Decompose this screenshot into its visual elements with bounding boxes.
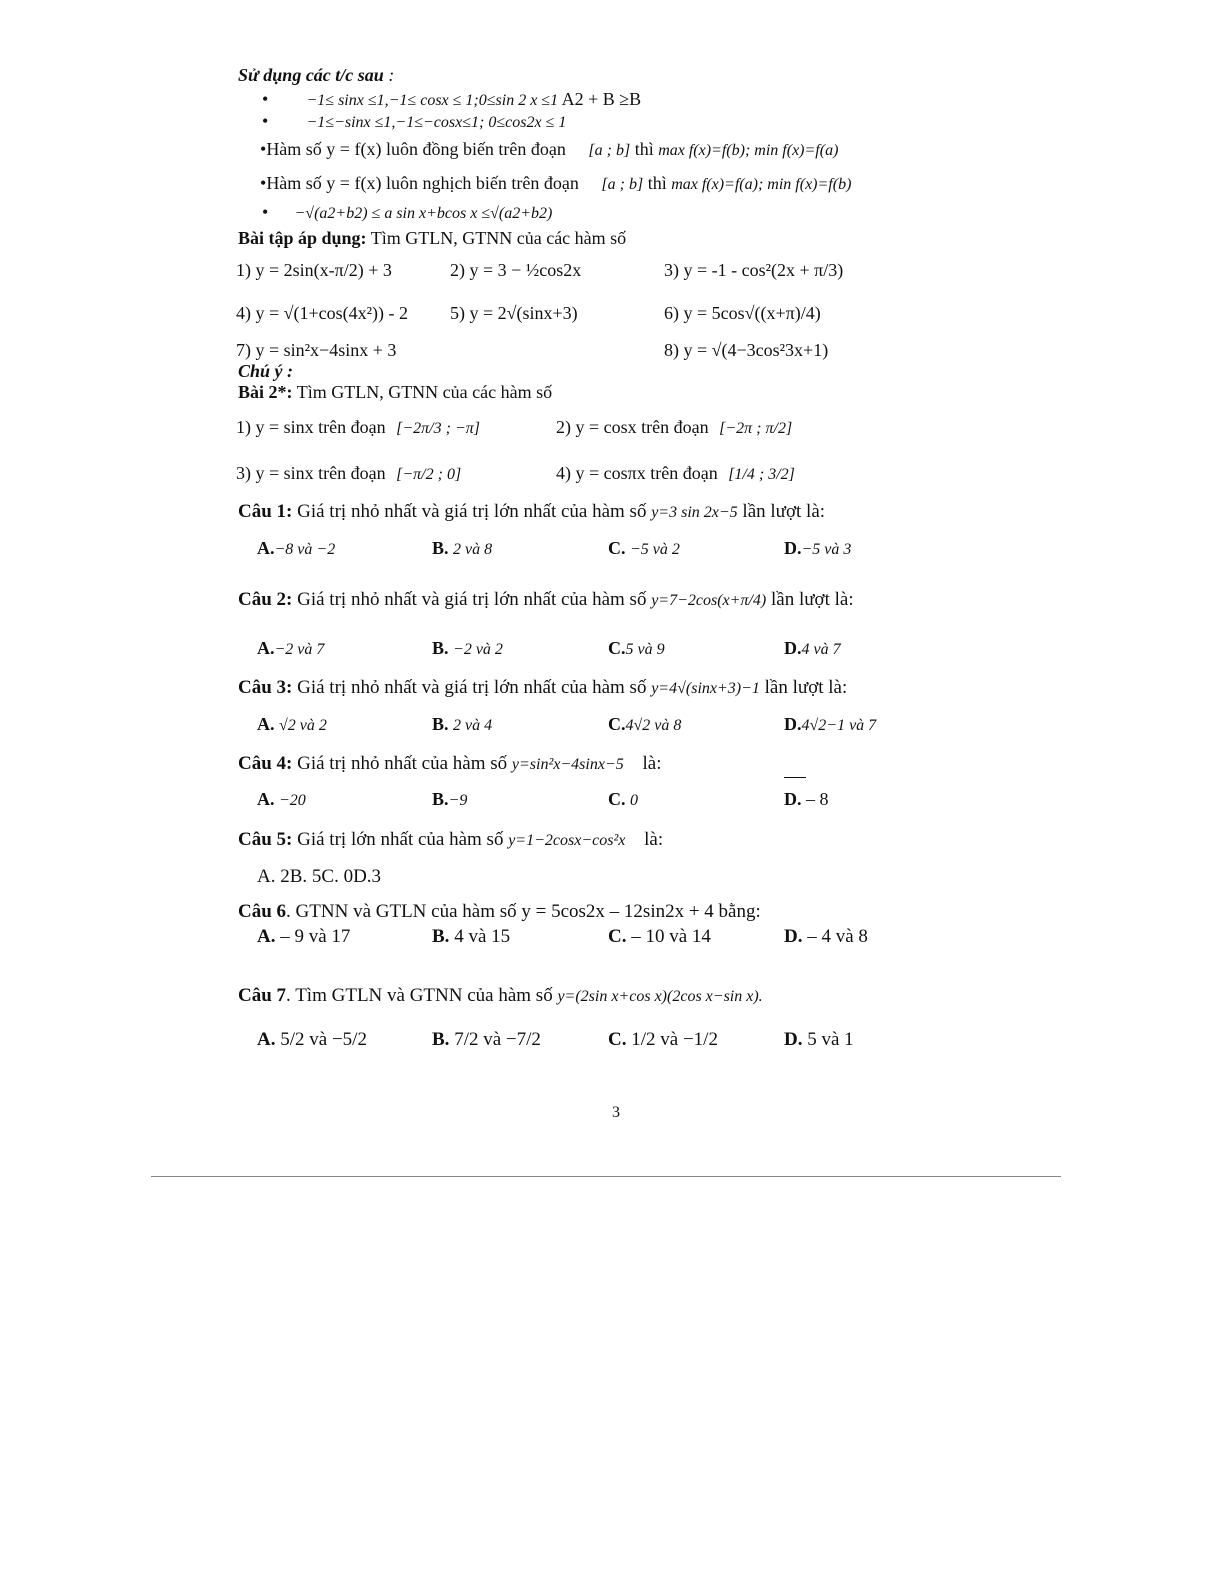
question-5-tail: là:	[644, 829, 664, 850]
question-6-text: . GTNN và GTLN của hàm số y = 5cos2x – 12sin2x + 4 bằng:	[286, 901, 761, 922]
bai2-problem-3-text: 3) y = sinx trên đoạn	[236, 463, 386, 483]
apply-problem-8: 8) y = √(4−3cos²3x+1)	[664, 340, 829, 360]
question-3-option-c[interactable]	[608, 713, 681, 737]
bai2-problem-1-interval: [−2π/3 ; −π]	[396, 420, 480, 437]
question-5-answers[interactable]: A. 2B. 5C. 0D.3	[257, 866, 382, 887]
question-1-text: Giá trị nhỏ nhất và giá trị lớn nhất của hàm số	[297, 501, 647, 522]
question-1-formula: y=3 sin 2x−5	[651, 504, 738, 521]
question-4-option-b[interactable]	[432, 788, 467, 812]
option-letter: A.	[257, 926, 276, 947]
question-6-option-a[interactable]	[257, 926, 350, 948]
option-letter: C.	[608, 714, 626, 734]
question-3-text: Giá trị nhỏ nhất và giá trị lớn nhất của hàm số	[297, 677, 647, 698]
option-value: 4 và 15	[454, 926, 511, 947]
option-value: 4√2−1 và 7	[801, 717, 877, 734]
bullet-1-extra: A2 + B ≥B	[561, 89, 642, 109]
question-5-text: Giá trị lớn nhất của hàm số	[297, 829, 504, 850]
option-letter: D.	[784, 538, 802, 558]
option-letter: A.	[257, 714, 275, 734]
question-2-option-b[interactable]	[432, 637, 503, 661]
option-letter: A.	[257, 638, 275, 658]
apply-problem-2: 2) y = 3 − ½cos2x	[450, 260, 582, 280]
question-6-option-b[interactable]	[432, 926, 510, 948]
bai2-problem-4-text: 4) y = cosπx trên đoạn	[556, 463, 718, 483]
question-7	[238, 985, 763, 1008]
bullet-icon: •	[260, 139, 267, 159]
question-5-formula: y=1−2cosx−cos²x	[508, 832, 626, 849]
question-2	[238, 589, 854, 612]
option-value: 4 và 7	[801, 641, 841, 658]
question-7-option-b[interactable]	[432, 1029, 541, 1051]
bullet-5-math: −√(a2+b2) ≤ a sin x+bcos x ≤√(a2+b2)	[294, 205, 553, 222]
question-4-option-c[interactable]	[608, 788, 638, 812]
option-value: 4√2 và 8	[625, 717, 682, 734]
question-4	[238, 753, 661, 776]
bullet-4-math: max f(x)=f(a); min f(x)=f(b)	[671, 176, 852, 193]
question-4-formula: y=sin²x−4sinx−5	[511, 756, 624, 773]
intro-bullet-4	[260, 172, 851, 196]
option-letter: C.	[608, 1029, 627, 1050]
option-value: 2 và 8	[453, 541, 493, 558]
question-1-option-d[interactable]	[784, 537, 851, 561]
option-value: −5 và 3	[801, 541, 852, 558]
question-2-option-d[interactable]	[784, 637, 841, 661]
question-4-text: Giá trị nhỏ nhất của hàm số	[297, 753, 508, 774]
apply-problem-4: 4) y = √(1+cos(4x²)) - 2	[236, 303, 409, 323]
apply-problem-6: 6) y = 5cos√((x+π)/4)	[664, 303, 821, 323]
option-letter: A.	[257, 1029, 276, 1050]
question-2-option-c[interactable]	[608, 637, 665, 661]
option-value: 5 và 1	[807, 1029, 854, 1050]
option-value: – 4 và 8	[807, 926, 868, 947]
option-letter: C.	[608, 538, 626, 558]
question-6-label: Câu 6	[238, 901, 287, 922]
question-5-label: Câu 5:	[238, 829, 293, 850]
question-3-tail: lần lượt là:	[764, 677, 848, 698]
bai2-problem-3-interval: [−π/2 ; 0]	[396, 466, 462, 483]
question-4-tail: là:	[642, 753, 662, 774]
question-2-formula: y=7−2cos(x+π/4)	[651, 592, 767, 609]
bai2-problem-3	[236, 462, 461, 486]
option-value: – 10 và 14	[631, 926, 711, 947]
question-1-option-a[interactable]	[257, 537, 335, 561]
bai2-problem-2-interval: [−2π ; π/2]	[719, 420, 793, 437]
option-value: −20	[279, 792, 306, 809]
option-letter: B.	[432, 638, 449, 658]
answer-overbar	[784, 777, 806, 778]
apply-heading-label: Bài tập áp dụng:	[238, 228, 367, 248]
intro-bullet-2	[262, 110, 566, 134]
question-1-option-b[interactable]	[432, 537, 492, 561]
intro-heading	[238, 64, 394, 86]
option-value: 7/2 và −7/2	[454, 1029, 541, 1050]
question-7-label: Câu 7	[238, 985, 287, 1006]
question-4-label: Câu 4:	[238, 753, 293, 774]
question-5	[238, 829, 663, 852]
question-2-tail: lần lượt là:	[771, 589, 854, 610]
bai2-problem-4-interval: [1/4 ; 3/2]	[728, 466, 795, 483]
bullet-icon: •	[262, 202, 269, 222]
question-2-text: Giá trị nhỏ nhất và giá trị lớn nhất của hàm số	[297, 589, 647, 610]
note-label-text: Chú ý :	[238, 361, 294, 381]
bullet-4-interval: [a ; b]	[601, 176, 644, 193]
option-value: −9	[448, 792, 468, 809]
option-value: – 8	[806, 789, 829, 809]
intro-colon: :	[388, 65, 395, 85]
apply-problem-5: 5) y = 2√(sinx+3)	[450, 303, 578, 323]
option-letter: D.	[784, 1029, 803, 1050]
apply-problem-1: 1) y = 2sin(x-π/2) + 3	[236, 260, 392, 280]
question-2-option-a[interactable]	[257, 637, 324, 661]
intro-bullet-3	[260, 138, 838, 162]
question-3-option-b[interactable]	[432, 713, 492, 737]
question-6	[238, 901, 761, 923]
question-7-formula: y=(2sin x+cos x)(2cos x−sin x).	[557, 988, 763, 1005]
question-6-option-c[interactable]	[608, 926, 711, 948]
option-letter: C.	[608, 926, 627, 947]
bai2-problem-1-text: 1) y = sinx trên đoạn	[236, 417, 386, 437]
question-7-text: . Tìm GTLN và GTNN của hàm số	[286, 985, 553, 1006]
apply-problem-3: 3) y = -1 - cos²(2x + π/3)	[664, 260, 844, 280]
question-7-option-d[interactable]	[784, 1029, 854, 1051]
option-value: −8 và −2	[274, 541, 336, 558]
option-value: −2 và 2	[453, 641, 503, 658]
option-letter: C.	[608, 638, 626, 658]
bai2-heading-text: Tìm GTLN, GTNN của các hàm số	[296, 382, 553, 402]
question-7-option-c[interactable]	[608, 1029, 718, 1051]
bai2-problem-2-text: 2) y = cosx trên đoạn	[556, 417, 709, 437]
bai2-problem-1	[236, 416, 480, 440]
bullet-4-text: Hàm số y = f(x) luôn nghịch biến trên đoạn	[266, 173, 579, 193]
question-3-option-a[interactable]	[257, 713, 327, 737]
option-letter: B.	[432, 789, 449, 809]
option-letter: A.	[257, 538, 275, 558]
question-3-formula: y=4√(sinx+3)−1	[651, 680, 760, 697]
question-2-label: Câu 2:	[238, 589, 293, 610]
bai2-problem-2	[556, 416, 792, 440]
option-value: −5 và 2	[630, 541, 680, 558]
bullet-icon: •	[260, 173, 267, 193]
bullet-3-math: max f(x)=f(b); min f(x)=f(a)	[658, 142, 839, 159]
bullet-3-then: thì	[634, 139, 654, 159]
question-1-label: Câu 1:	[238, 501, 293, 522]
option-letter: C.	[608, 789, 626, 809]
bullet-4-then: thì	[647, 173, 667, 193]
question-1-option-c[interactable]	[608, 537, 680, 561]
option-letter: D.	[784, 714, 802, 734]
question-3	[238, 677, 847, 700]
option-letter: D.	[784, 789, 802, 809]
bai2-problem-4	[556, 462, 795, 486]
apply-problem-7: 7) y = sin²x−4sinx + 3	[236, 340, 397, 360]
question-1	[238, 501, 825, 524]
bai2-heading-label: Bài 2*:	[238, 382, 293, 402]
bullet-1-math: −1≤ sinx ≤1,−1≤ cosx ≤ 1;0≤sin 2 x ≤1	[306, 92, 559, 109]
option-value: 2 và 4	[453, 717, 493, 734]
note-label	[238, 360, 293, 382]
question-3-label: Câu 3:	[238, 677, 293, 698]
question-3-option-d[interactable]	[784, 713, 876, 737]
question-4-option-a[interactable]	[257, 788, 306, 812]
option-value: 0	[630, 792, 638, 809]
bullet-2-math: −1≤−sinx ≤1,−1≤−cosx≤1; 0≤cos2x ≤ 1	[306, 114, 567, 131]
question-7-option-a[interactable]	[257, 1029, 367, 1051]
apply-heading-text: Tìm GTLN, GTNN của các hàm số	[370, 228, 627, 248]
question-4-option-d[interactable]	[784, 788, 829, 810]
option-value: 1/2 và −1/2	[631, 1029, 718, 1050]
bullet-icon: •	[262, 111, 269, 131]
option-value: −2 và 7	[274, 641, 325, 658]
intro-title: Sử dụng các t/c sau	[238, 65, 384, 85]
option-value: 5/2 và −5/2	[280, 1029, 367, 1050]
intro-bullet-1	[262, 88, 641, 112]
option-letter: B.	[432, 926, 450, 947]
bai2-heading	[238, 381, 552, 403]
option-letter: B.	[432, 538, 449, 558]
bullet-icon: •	[262, 89, 269, 109]
page-divider	[151, 1176, 1061, 1177]
option-value: – 9 và 17	[280, 926, 351, 947]
option-value: √2 và 2	[279, 717, 327, 734]
page-number: 3	[612, 1104, 620, 1121]
option-letter: B.	[432, 714, 449, 734]
option-letter: D.	[784, 638, 802, 658]
apply-heading	[238, 227, 626, 249]
option-value: 5 và 9	[625, 641, 665, 658]
bullet-3-interval: [a ; b]	[588, 142, 631, 159]
option-letter: B.	[432, 1029, 450, 1050]
intro-bullet-5	[262, 201, 552, 225]
question-6-option-d[interactable]	[784, 926, 868, 948]
question-1-tail: lần lượt là:	[742, 501, 826, 522]
bullet-3-text: Hàm số y = f(x) luôn đồng biến trên đoạn	[266, 139, 566, 159]
option-letter: D.	[784, 926, 803, 947]
option-letter: A.	[257, 789, 275, 809]
